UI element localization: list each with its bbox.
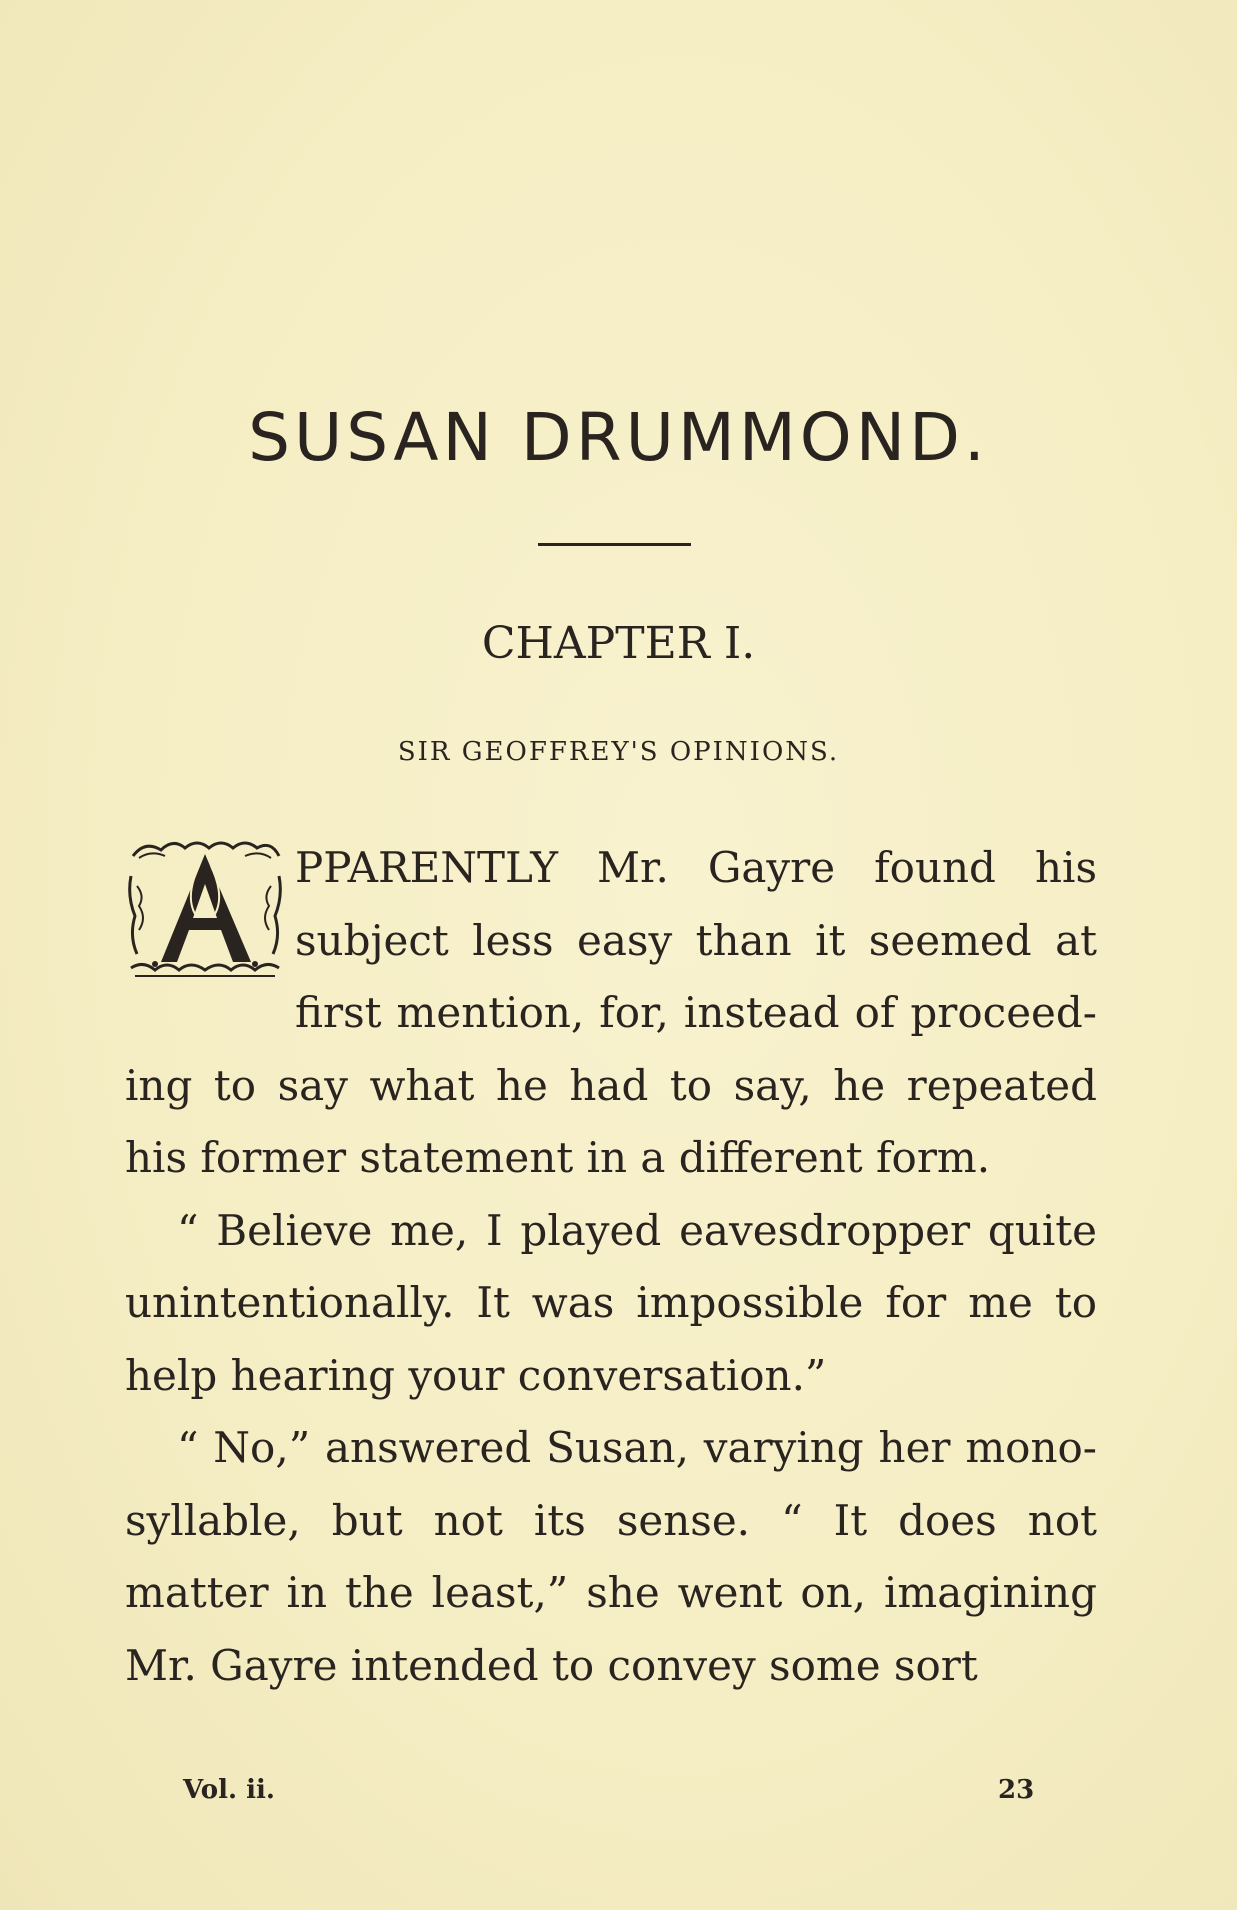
chapter-subtitle: SIR GEOFFREY'S OPINIONS. — [397, 737, 840, 767]
body-text — [125, 832, 1097, 1702]
book-title: SUSAN DRUMMOND. — [248, 399, 989, 476]
paragraph-3: “ No,” answered Susan, varying her monosyllable, but not its sense. “ It does not matter in the least,” she went on, imagining Mr. Gayre intended to convey some sort — [125, 1423, 1097, 1690]
page-number: 23 — [998, 1775, 1035, 1805]
paragraph-1-text: PPARENTLY Mr. Gayre found his subject less easy than it seemed at first mention, for, instead of proceeding to say what he had to say, he repeated his former statement in a different form. — [125, 843, 1097, 1182]
chapter-heading: CHAPTER I. — [481, 618, 756, 669]
signature-mark: Vol. ii. — [183, 1775, 275, 1805]
title-rule-divider — [538, 543, 691, 546]
paragraph-2: “ Believe me, I played eavesdropper quite unintentionally. It was impossible for me to help hearing your conversation.” — [125, 1205, 1097, 1400]
paragraph-1 — [125, 832, 1097, 1195]
ornamental-drop-cap-icon — [125, 836, 285, 981]
